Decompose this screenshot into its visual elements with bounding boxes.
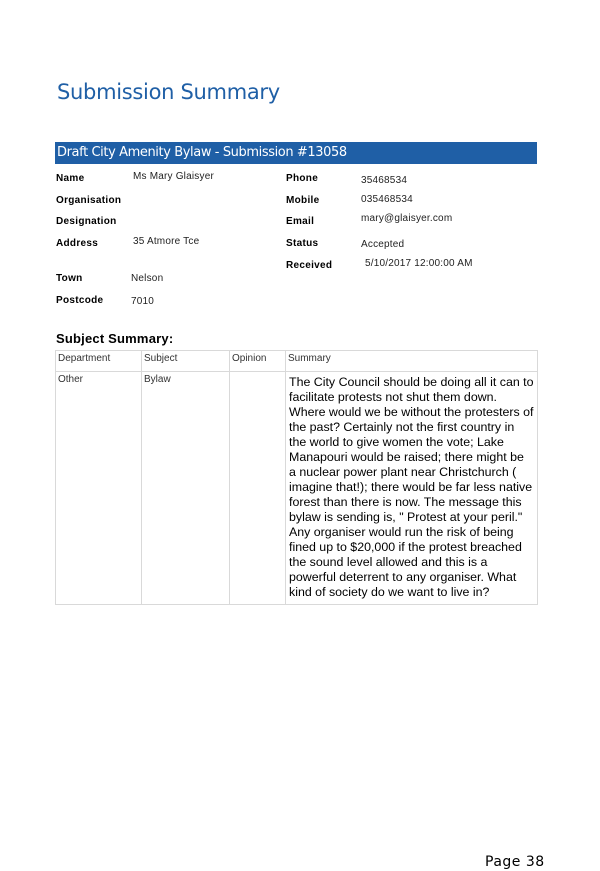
email-label: Email [286,216,315,227]
phone-label: Phone [286,173,319,184]
page-number: Page 38 [485,854,545,870]
organisation-label: Organisation [56,195,122,206]
table-header-row [56,351,538,372]
mobile-label: Mobile [286,195,320,206]
table-row [56,372,538,605]
status-value: Accepted [361,239,405,250]
status-label: Status [286,238,319,249]
column-header-opinion: Opinion [230,351,286,372]
summary-cell: The City Council should be doing all it can to facilitate protests not shut them down. Where would we be without the protesters of the past? Certainly not the first country in the world to give women the vote; Lake Manapouri would be raised; there might be a nuclear power plant near Christchurch ( imagine that!); there would be far less native forest than there is now. The message this bylaw is sending is, " Protest at your peril." Any organiser would run the risk of being fined up to $20,000 if the protest breached the sound level allowed and this is a powerful deterrent to any organiser. What kind of society do we want to live in? [286,372,538,605]
name-value: Ms Mary Glaisyer [133,171,214,182]
subject-summary-title: Subject Summary: [56,331,174,346]
department-cell: Other [56,372,142,605]
address-value: 35 Atmore Tce [133,236,200,247]
subject-cell: Bylaw [142,372,230,605]
phone-value: 35468534 [361,175,408,186]
postcode-label: Postcode [56,295,104,306]
column-header-department: Department [56,351,142,372]
name-label: Name [56,173,85,184]
opinion-cell [230,372,286,605]
submission-banner: Draft City Amenity Bylaw - Submission #13058 [55,142,537,164]
town-label: Town [56,273,83,284]
mobile-value: 035468534 [361,194,413,205]
page-title: Submission Summary [57,80,280,104]
postcode-value: 7010 [131,296,155,307]
subject-summary-table [55,350,538,605]
designation-label: Designation [56,216,117,227]
address-label: Address [56,238,99,249]
town-value: Nelson [131,273,164,284]
column-header-subject: Subject [142,351,230,372]
received-value: 5/10/2017 12:00:00 AM [365,258,473,269]
received-label: Received [286,260,333,271]
email-value: mary@glaisyer.com [361,213,453,224]
column-header-summary: Summary [286,351,538,372]
